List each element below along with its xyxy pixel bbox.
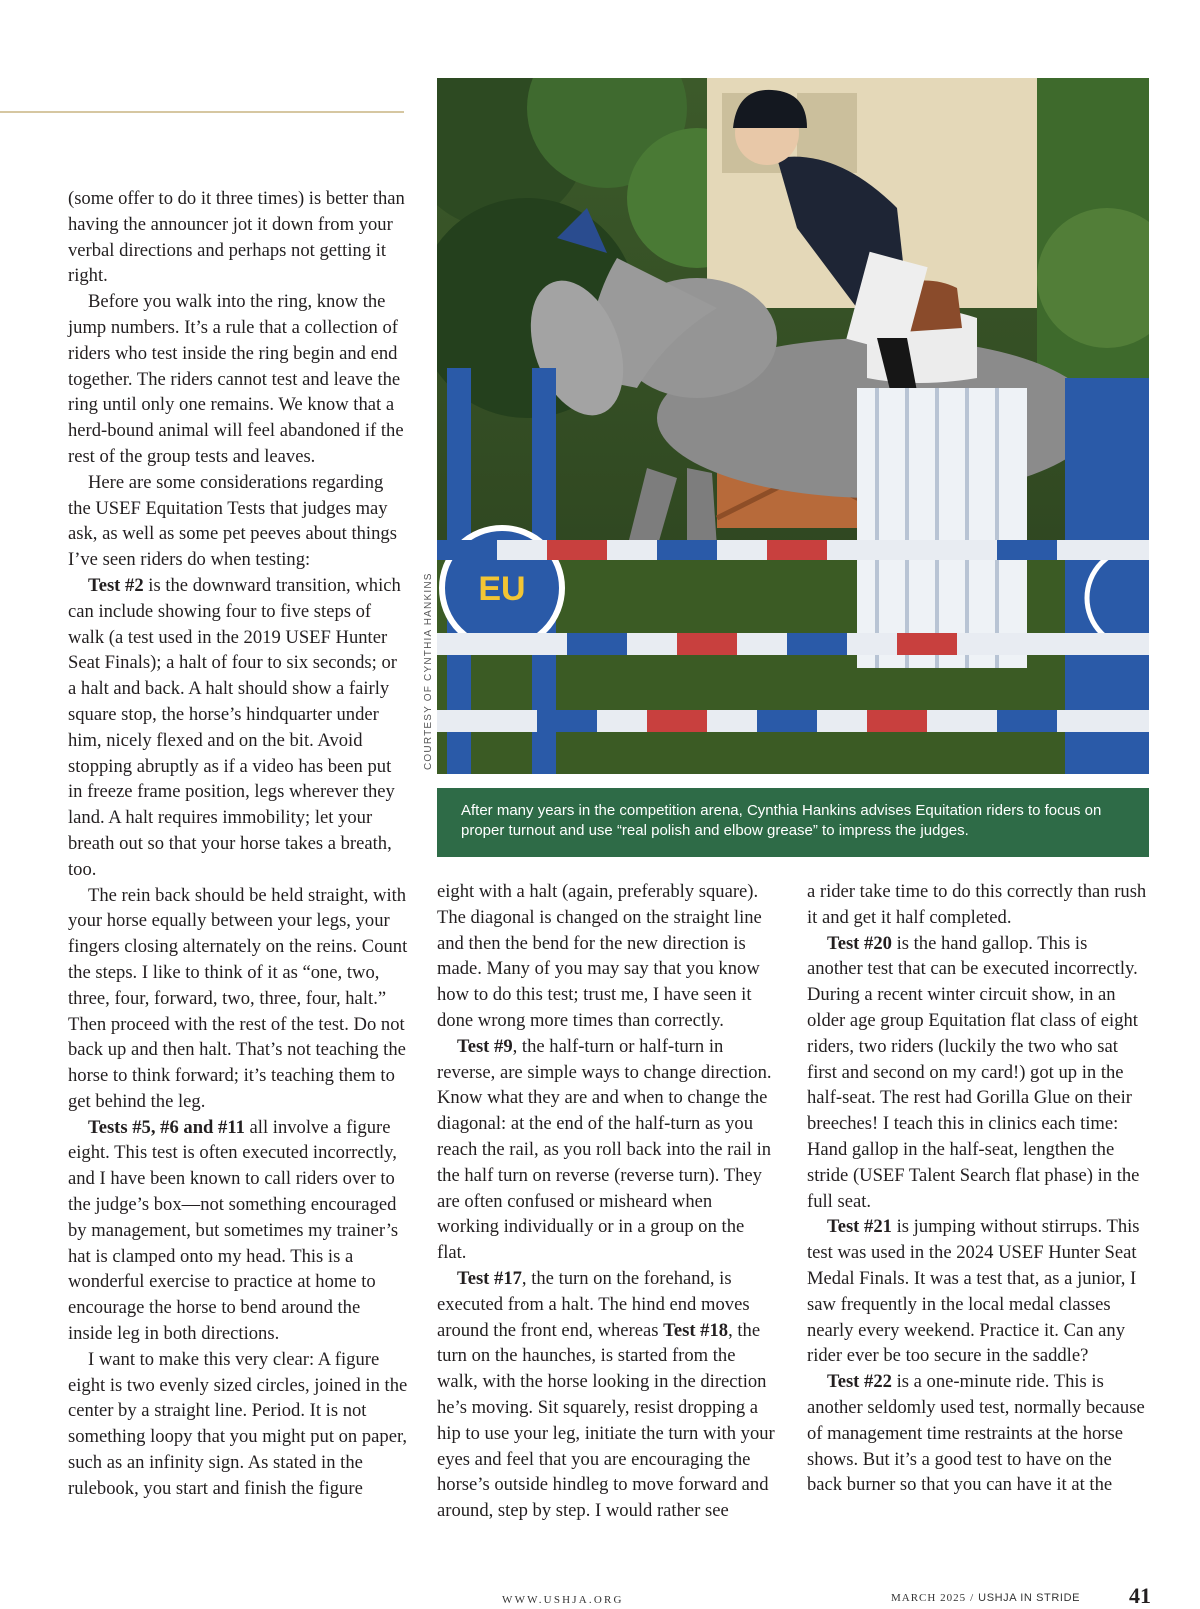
paragraph-text: is jumping without stirrups. This test was used in the 2024 USEF Hunter Seat Medal Finals. It was a test that, as a junior, I saw frequently in the local medal classes nearly every weekend. Practice it. Can any rider ever be too secure in the saddle? — [807, 1216, 1140, 1367]
paragraph — [437, 1034, 777, 1266]
paragraph: eight with a halt (again, preferably square). The diagonal is changed on the straight line and then the bend for the new direction is made. Many of you may say that you know how to do this test; trust me, I have seen it done wrong more times than correctly. — [437, 881, 762, 1031]
header-rule — [0, 111, 404, 113]
test-label: Test #21 — [827, 1216, 892, 1238]
paragraph: Before you walk into the ring, know the jump numbers. It’s a rule that a collection of riders who test inside the ring begin and end together. The riders cannot test and leave the ring until only one remains. We know that a herd-bound animal will feel abandoned if the rest of the group tests and leaves. — [68, 291, 404, 467]
footer-issue — [891, 1592, 1080, 1604]
paragraph — [807, 1214, 1147, 1369]
paragraph-text: , the turn on the haunches, is started from the walk, with the horse looking in the direction he’s moving. Sit squarely, resist dropping a hip to use your leg, initiate the turn with your eyes and feel that you are encouraging the horse’s outside hindleg to move forward and around, step by step. I would rather see — [437, 1319, 775, 1522]
test-label: Test #17 — [457, 1267, 522, 1289]
paragraph — [437, 1266, 777, 1524]
paragraph: a rider take time to do this correctly than rush it and get it half completed. — [807, 881, 1147, 928]
paragraph — [807, 931, 1147, 1215]
page-number: 41 — [1129, 1583, 1151, 1608]
issue-date: MARCH 2025 — [891, 1592, 967, 1604]
test-label: Test #18 — [663, 1319, 729, 1341]
article-photo — [437, 78, 1149, 774]
paragraph — [68, 573, 408, 883]
article-column-1 — [68, 186, 408, 1502]
paragraph: I want to make this very clear: A figure eight is two evenly sized circles, joined in the center by a straight line. Period. It is not something loopy that you might put on paper, such as an infinity sign. As stated in the rulebook, you start and finish the figure — [68, 1348, 408, 1499]
paragraph-text: is the downward transition, which can include showing four to five steps of walk (a test used in the 2019 USEF Hunter Seat Finals); a halt of four to six seconds; or a halt and back. A halt should show a fairly square stop, the horse’s hindquarter under him, nicely flexed and on the bit. Avoid stopping abruptly as if a video has been put in freeze frame position, legs wherever they land. A halt requires immobility; let your breath out so that your horse takes a breath, too. — [68, 574, 401, 880]
footer-url: WWW.USHJA.ORG — [502, 1594, 624, 1606]
test-label: Test #20 — [827, 932, 892, 954]
paragraph: (some offer to do it three times) is better than having the announcer jot it down from your verbal directions and perhaps not getting it right. — [68, 188, 405, 287]
issue-separator: / — [970, 1592, 975, 1604]
magazine-name: USHJA IN STRIDE — [978, 1592, 1081, 1604]
test-label: Test #22 — [827, 1371, 892, 1393]
test-label: Test #9 — [457, 1035, 513, 1057]
paragraph: The rein back should be held straight, with your horse equally between your legs, your fingers closing alternately on the reins. Count the steps. I like to think of it as “one, two, three, four, forward, two, three, four, halt.” Then proceed with the rest of the test. Do not back up and then halt. That’s not teaching the horse to think forward; it’s teaching them to get behind the leg. — [68, 884, 408, 1112]
paragraph-text: , the half-turn or half-turn in reverse, are simple ways to change direction. Know what they are and when to change the diagonal: at the end of the half-turn as you reach the rail, as you roll back into the rail in the half turn on reverse (reverse turn). They are often confused or misheard when working individually or in a group on the flat. — [437, 1035, 772, 1264]
paragraph-text: is the hand gallop. This is another test that can be executed incorrectly. During a recent winter circuit show, in an older age group Equitation flat class of eight riders, two riders (luckily the two who sat first and second on my card!) got up in the half-seat. The rest had Gorilla Glue on their breeches! I teach this in clinics each time: Hand gallop in the half-seat, lengthen the stride (USEF Talent Search flat phase) in the full seat. — [807, 932, 1140, 1212]
paragraph-text: is a one-minute ride. This is another seldomly used test, normally because of management time restraints at the horse shows. But it’s a good test to have on the back burner so that you can have it at the — [807, 1371, 1145, 1496]
eu-logo-text: EU — [478, 570, 526, 608]
article-column-2 — [437, 879, 777, 1524]
paragraph-text: all involve a figure eight. This test is often executed incorrectly, and I have been known to call riders over to the judge’s box—not something encouraged by management, but sometimes my trainer’s hat is clamped onto my head. This is a wonderful exercise to practice at home to encourage the horse to bend around the inside leg in both directions. — [68, 1116, 399, 1345]
paragraph-text: , the turn on the forehand, is executed from a halt. The hind end moves around the front end, whereas — [437, 1267, 750, 1341]
article-column-3 — [807, 879, 1147, 1498]
paragraph — [68, 1115, 408, 1347]
test-label: Tests #5, #6 and #11 — [88, 1116, 245, 1138]
photo-caption: After many years in the competition arena, Cynthia Hankins advises Equitation riders to focus on proper turnout and use “real polish and elbow grease” to impress the judges. — [437, 788, 1149, 857]
paragraph: Here are some considerations regarding the USEF Equitation Tests that judges may ask, as well as some pet peeves about things I’ve seen riders do when testing: — [68, 471, 397, 571]
paragraph — [807, 1369, 1147, 1498]
photo-credit: COURTESY OF CYNTHIA HANKINS — [423, 572, 434, 770]
test-label: Test #2 — [88, 574, 144, 596]
